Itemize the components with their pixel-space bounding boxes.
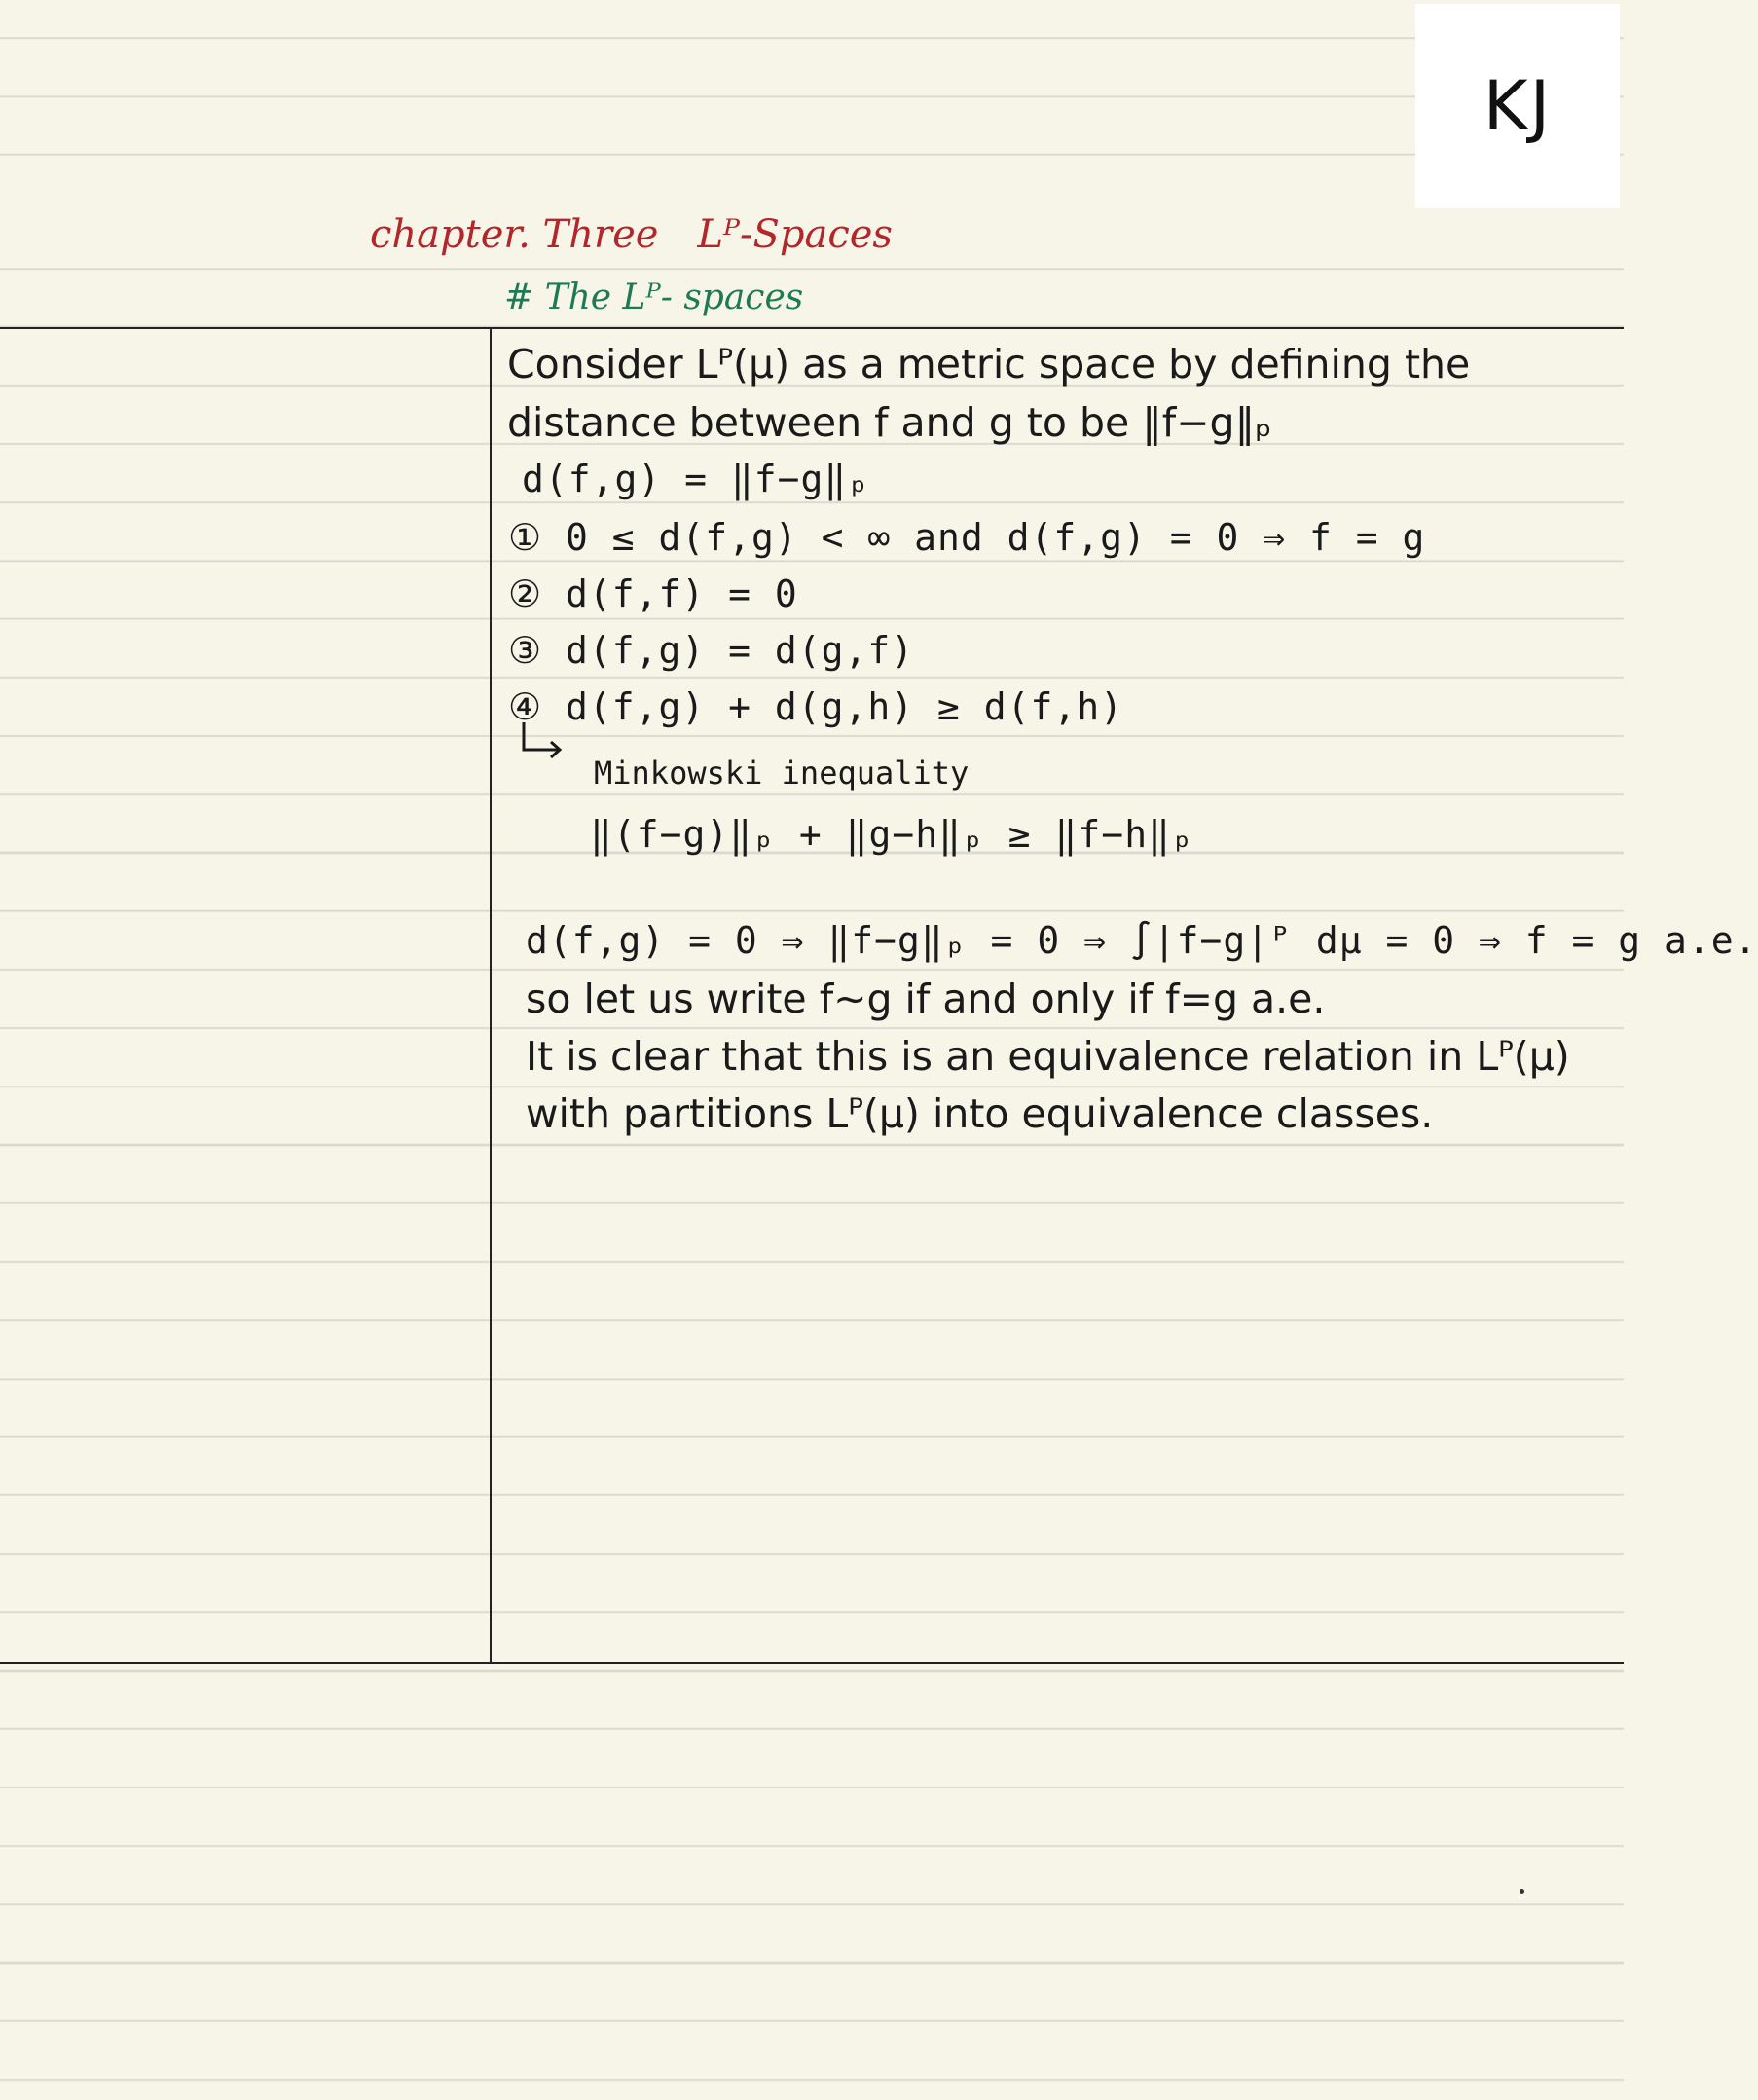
section-heading: # The Lᴾ- spaces <box>504 277 804 317</box>
note-line-partition: with partitions Lᴾ(μ) into equivalence classes. <box>526 1090 1434 1137</box>
minkowski-label: Minkowski inequality <box>594 755 970 792</box>
property-item-2: ② d(f,f) = 0 <box>508 572 798 615</box>
note-line-equivalence-relation: It is clear that this is an equivalence relation in Lᴾ(μ) <box>526 1033 1570 1080</box>
chapter-heading <box>370 212 893 257</box>
note-line-distance: distance between f and g to be ‖f−g‖ₚ <box>507 399 1272 446</box>
note-line-equivalence-def: so let us write f∼g if and only if f=g a.e. <box>526 976 1326 1022</box>
minkowski-formula: ‖(f−g)‖ₚ + ‖g−h‖ₚ ≥ ‖f−h‖ₚ <box>590 813 1194 856</box>
property-item-1: ① 0 ≤ d(f,g) < ∞ and d(f,g) = 0 ⇒ f = g <box>508 516 1426 559</box>
property-item-4: ④ d(f,g) + d(g,h) ≥ d(f,h) <box>508 685 1124 728</box>
note-line-metric-definition: d(f,g) = ‖f−g‖ₚ <box>522 458 871 500</box>
margin-rule <box>490 327 492 1664</box>
header-divider <box>0 327 1624 329</box>
footer-divider <box>0 1662 1624 1664</box>
note-line-zero-distance: d(f,g) = 0 ⇒ ‖f−g‖ₚ = 0 ⇒ ∫|f−g|ᴾ dμ = 0 ⇒ f = g a.e. <box>526 919 1758 962</box>
down-right-arrow-icon <box>520 720 565 765</box>
chapter-topic: Lᴾ-Spaces <box>697 212 893 257</box>
chapter-label: chapter. Three <box>370 212 659 257</box>
ink-dot <box>1520 1889 1524 1894</box>
author-initials-badge: KJ <box>1415 4 1620 208</box>
note-line-consider: Consider Lᴾ(μ) as a metric space by defining the <box>507 341 1471 387</box>
property-item-3: ③ d(f,g) = d(g,f) <box>508 629 915 672</box>
